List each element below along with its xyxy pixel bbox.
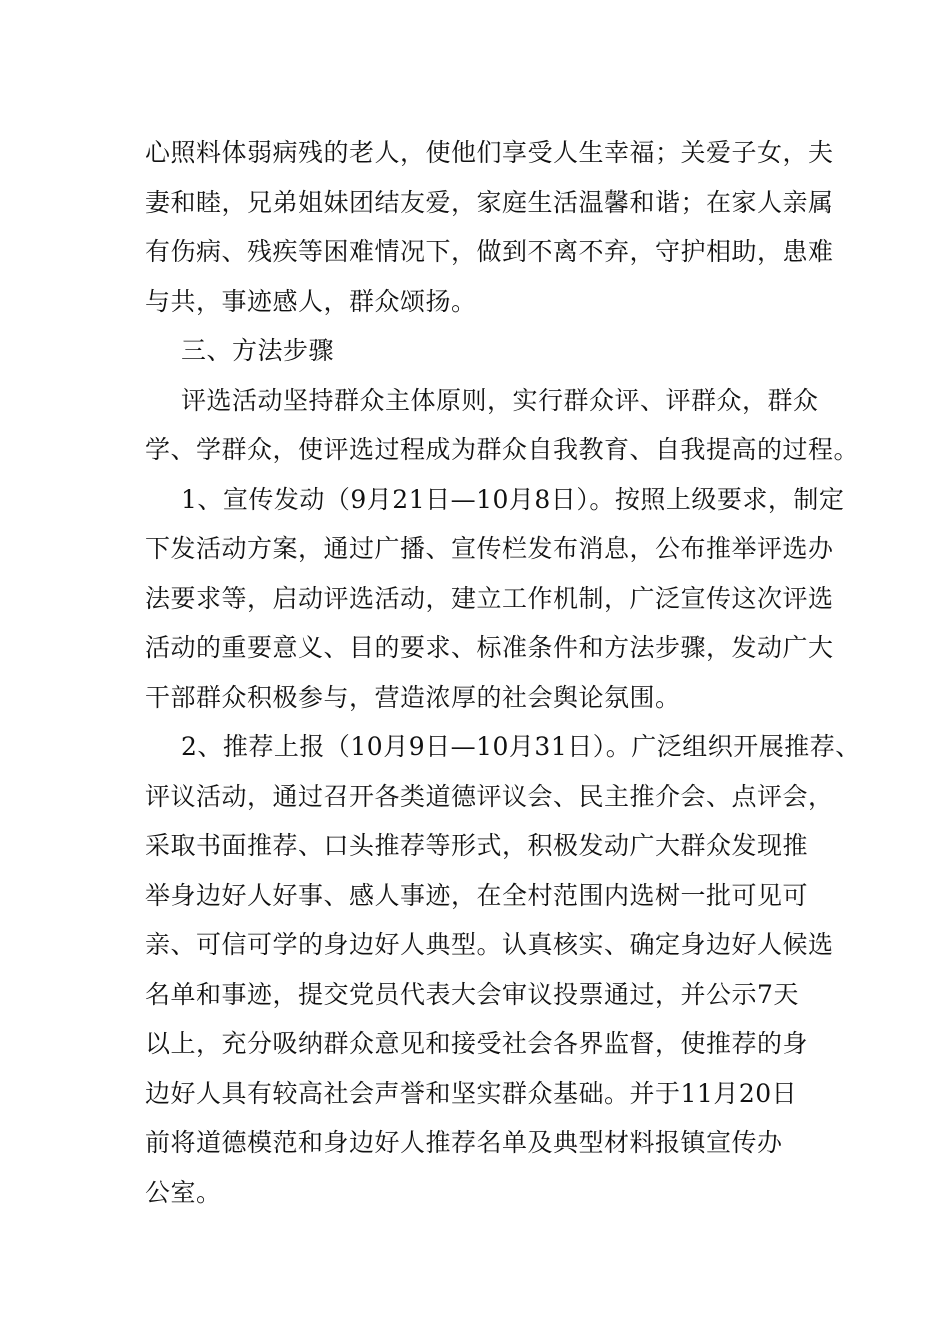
- section-heading: 三、方法步骤: [181, 336, 335, 365]
- text-line-20: 边好人具有较高社会声誉和坚实群众基础。并于11月20日: [145, 1078, 798, 1108]
- text-line-11: 活动的重要意义、目的要求、标准条件和方法步骤，发动广大: [145, 633, 834, 662]
- text-line-15: 采取书面推荐、口头推荐等形式，积极发动广大群众发现推: [145, 831, 809, 860]
- step-2-heading: 2、推荐上报（10月9日—10月31日）。广泛组织开展推荐、: [181, 732, 861, 761]
- text-line-4: 与共，事迹感人，群众颂扬。: [145, 286, 477, 316]
- text-line-22: 公室。: [145, 1177, 222, 1207]
- text-line-6: 评选活动坚持群众主体原则，实行群众评、评群众，群众: [181, 385, 819, 415]
- text-line-16: 举身边好人好事、感人事迹，在全村范围内选树一批可见可: [145, 880, 809, 910]
- document-body: [145, 128, 861, 1217]
- text-line-7: 学、学群众，使评选过程成为群众自我教育、自我提高的过程。: [145, 435, 860, 464]
- text-line-9: 下发活动方案，通过广播、宣传栏发布消息，公布推举评选办: [145, 534, 834, 563]
- text-line-10: 法要求等，启动评选活动，建立工作机制，广泛宣传这次评选: [145, 583, 834, 613]
- text-line-14: 评议活动，通过召开各类道德评议会、民主推介会、点评会，: [145, 781, 834, 811]
- text-line-3: 有伤病、残疾等困难情况下，做到不离不弃，守护相助，患难: [145, 237, 834, 266]
- text-line-1: 心照料体弱病残的老人，使他们享受人生幸福；关爱子女，夫: [145, 138, 834, 167]
- step-1-heading: 1、宣传发动（9月21日—10月8日）。按照上级要求，制定: [181, 484, 845, 514]
- text-line-21: 前将道德模范和身边好人推荐名单及典型材料报镇宣传办: [145, 1128, 783, 1157]
- text-line-19: 以上，充分吸纳群众意见和接受社会各界监督，使推荐的身: [145, 1029, 809, 1058]
- text-line-2: 妻和睦，兄弟姐妹团结友爱，家庭生活温馨和谐；在家人亲属: [145, 187, 834, 217]
- text-line-18: 名单和事迹，提交党员代表大会审议投票通过，并公示7天: [145, 979, 799, 1009]
- text-line-12: 干部群众积极参与，营造浓厚的社会舆论氛围。: [145, 682, 681, 712]
- text-line-17: 亲、可信可学的身边好人典型。认真核实、确定身边好人候选: [145, 930, 834, 959]
